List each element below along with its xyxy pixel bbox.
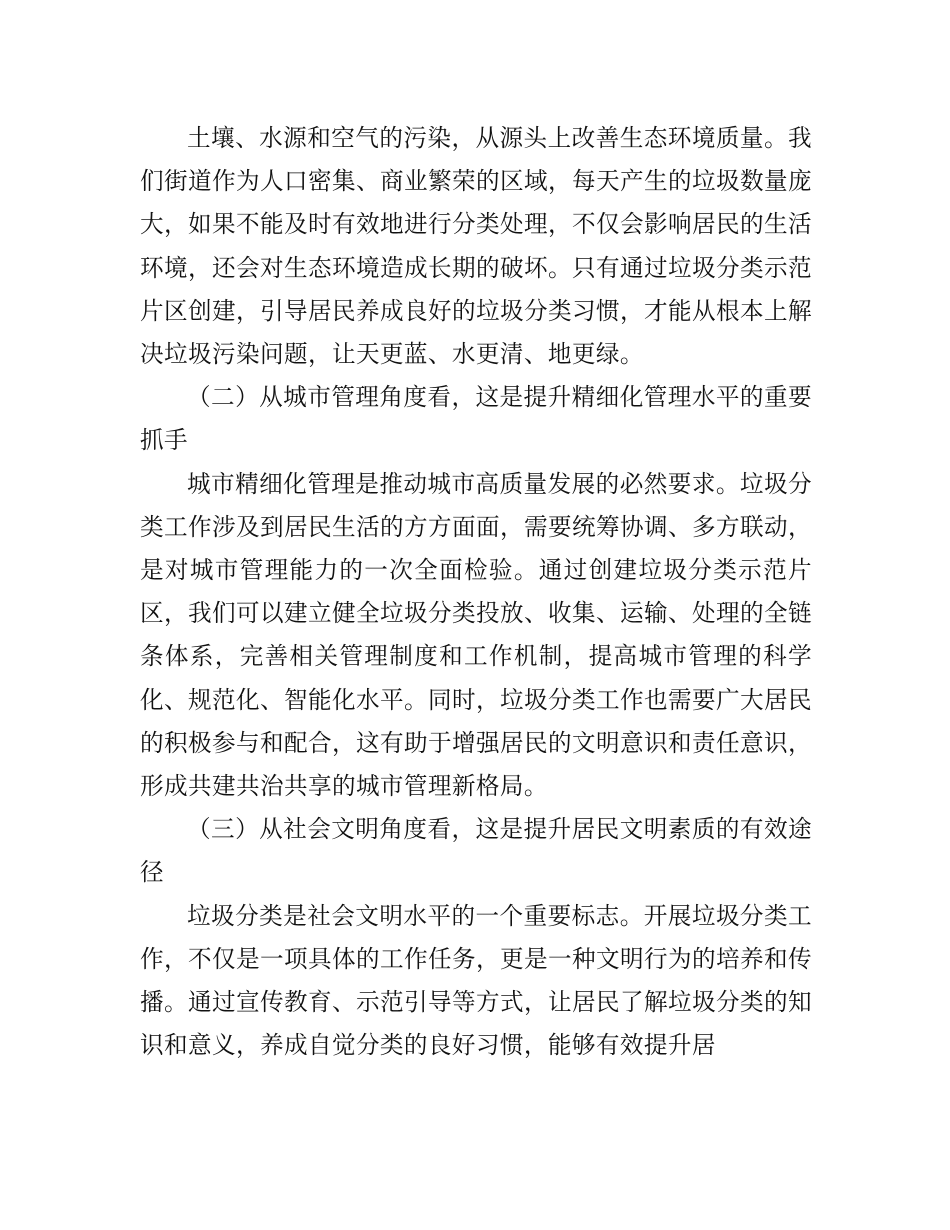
section-heading-2: （二）从城市管理角度看，这是提升精细化管理水平的重要抓手 [140, 383, 812, 455]
body-paragraph: 垃圾分类是社会文明水平的一个重要标志。开展垃圾分类工作，不仅是一项具体的工作任务，更是一种文明行为的培养和传播。通过宣传教育、示范引导等方式，让居民了解垃圾分类的知识和意义，养成自觉分类的良好习惯，能够有效提升居 [140, 901, 812, 1060]
section-heading-3: （三）从社会文明角度看，这是提升居民文明素质的有效途径 [140, 815, 812, 887]
document-body [140, 117, 812, 1067]
body-paragraph: 城市精细化管理是推动城市高质量发展的必然要求。垃圾分类工作涉及到居民生活的方方面面，需要统筹协调、多方联动，是对城市管理能力的一次全面检验。通过创建垃圾分类示范片区，我们可以建立健全垃圾分类投放、收集、运输、处理的全链条体系，完善相关管理制度和工作机制，提高城市管理的科学化、规范化、智能化水平。同时，垃圾分类工作也需要广大居民的积极参与和配合，这有助于增强居民的文明意识和责任意识，形成共建共治共享的城市管理新格局。 [140, 469, 812, 801]
body-paragraph: 土壤、水源和空气的污染，从源头上改善生态环境质量。我们街道作为人口密集、商业繁荣的区域，每天产生的垃圾数量庞大，如果不能及时有效地进行分类处理，不仅会影响居民的生活环境，还会对生态环境造成长期的破坏。只有通过垃圾分类示范片区创建，引导居民养成良好的垃圾分类习惯，才能从根本上解决垃圾污染问题，让天更蓝、水更清、地更绿。 [140, 124, 812, 369]
